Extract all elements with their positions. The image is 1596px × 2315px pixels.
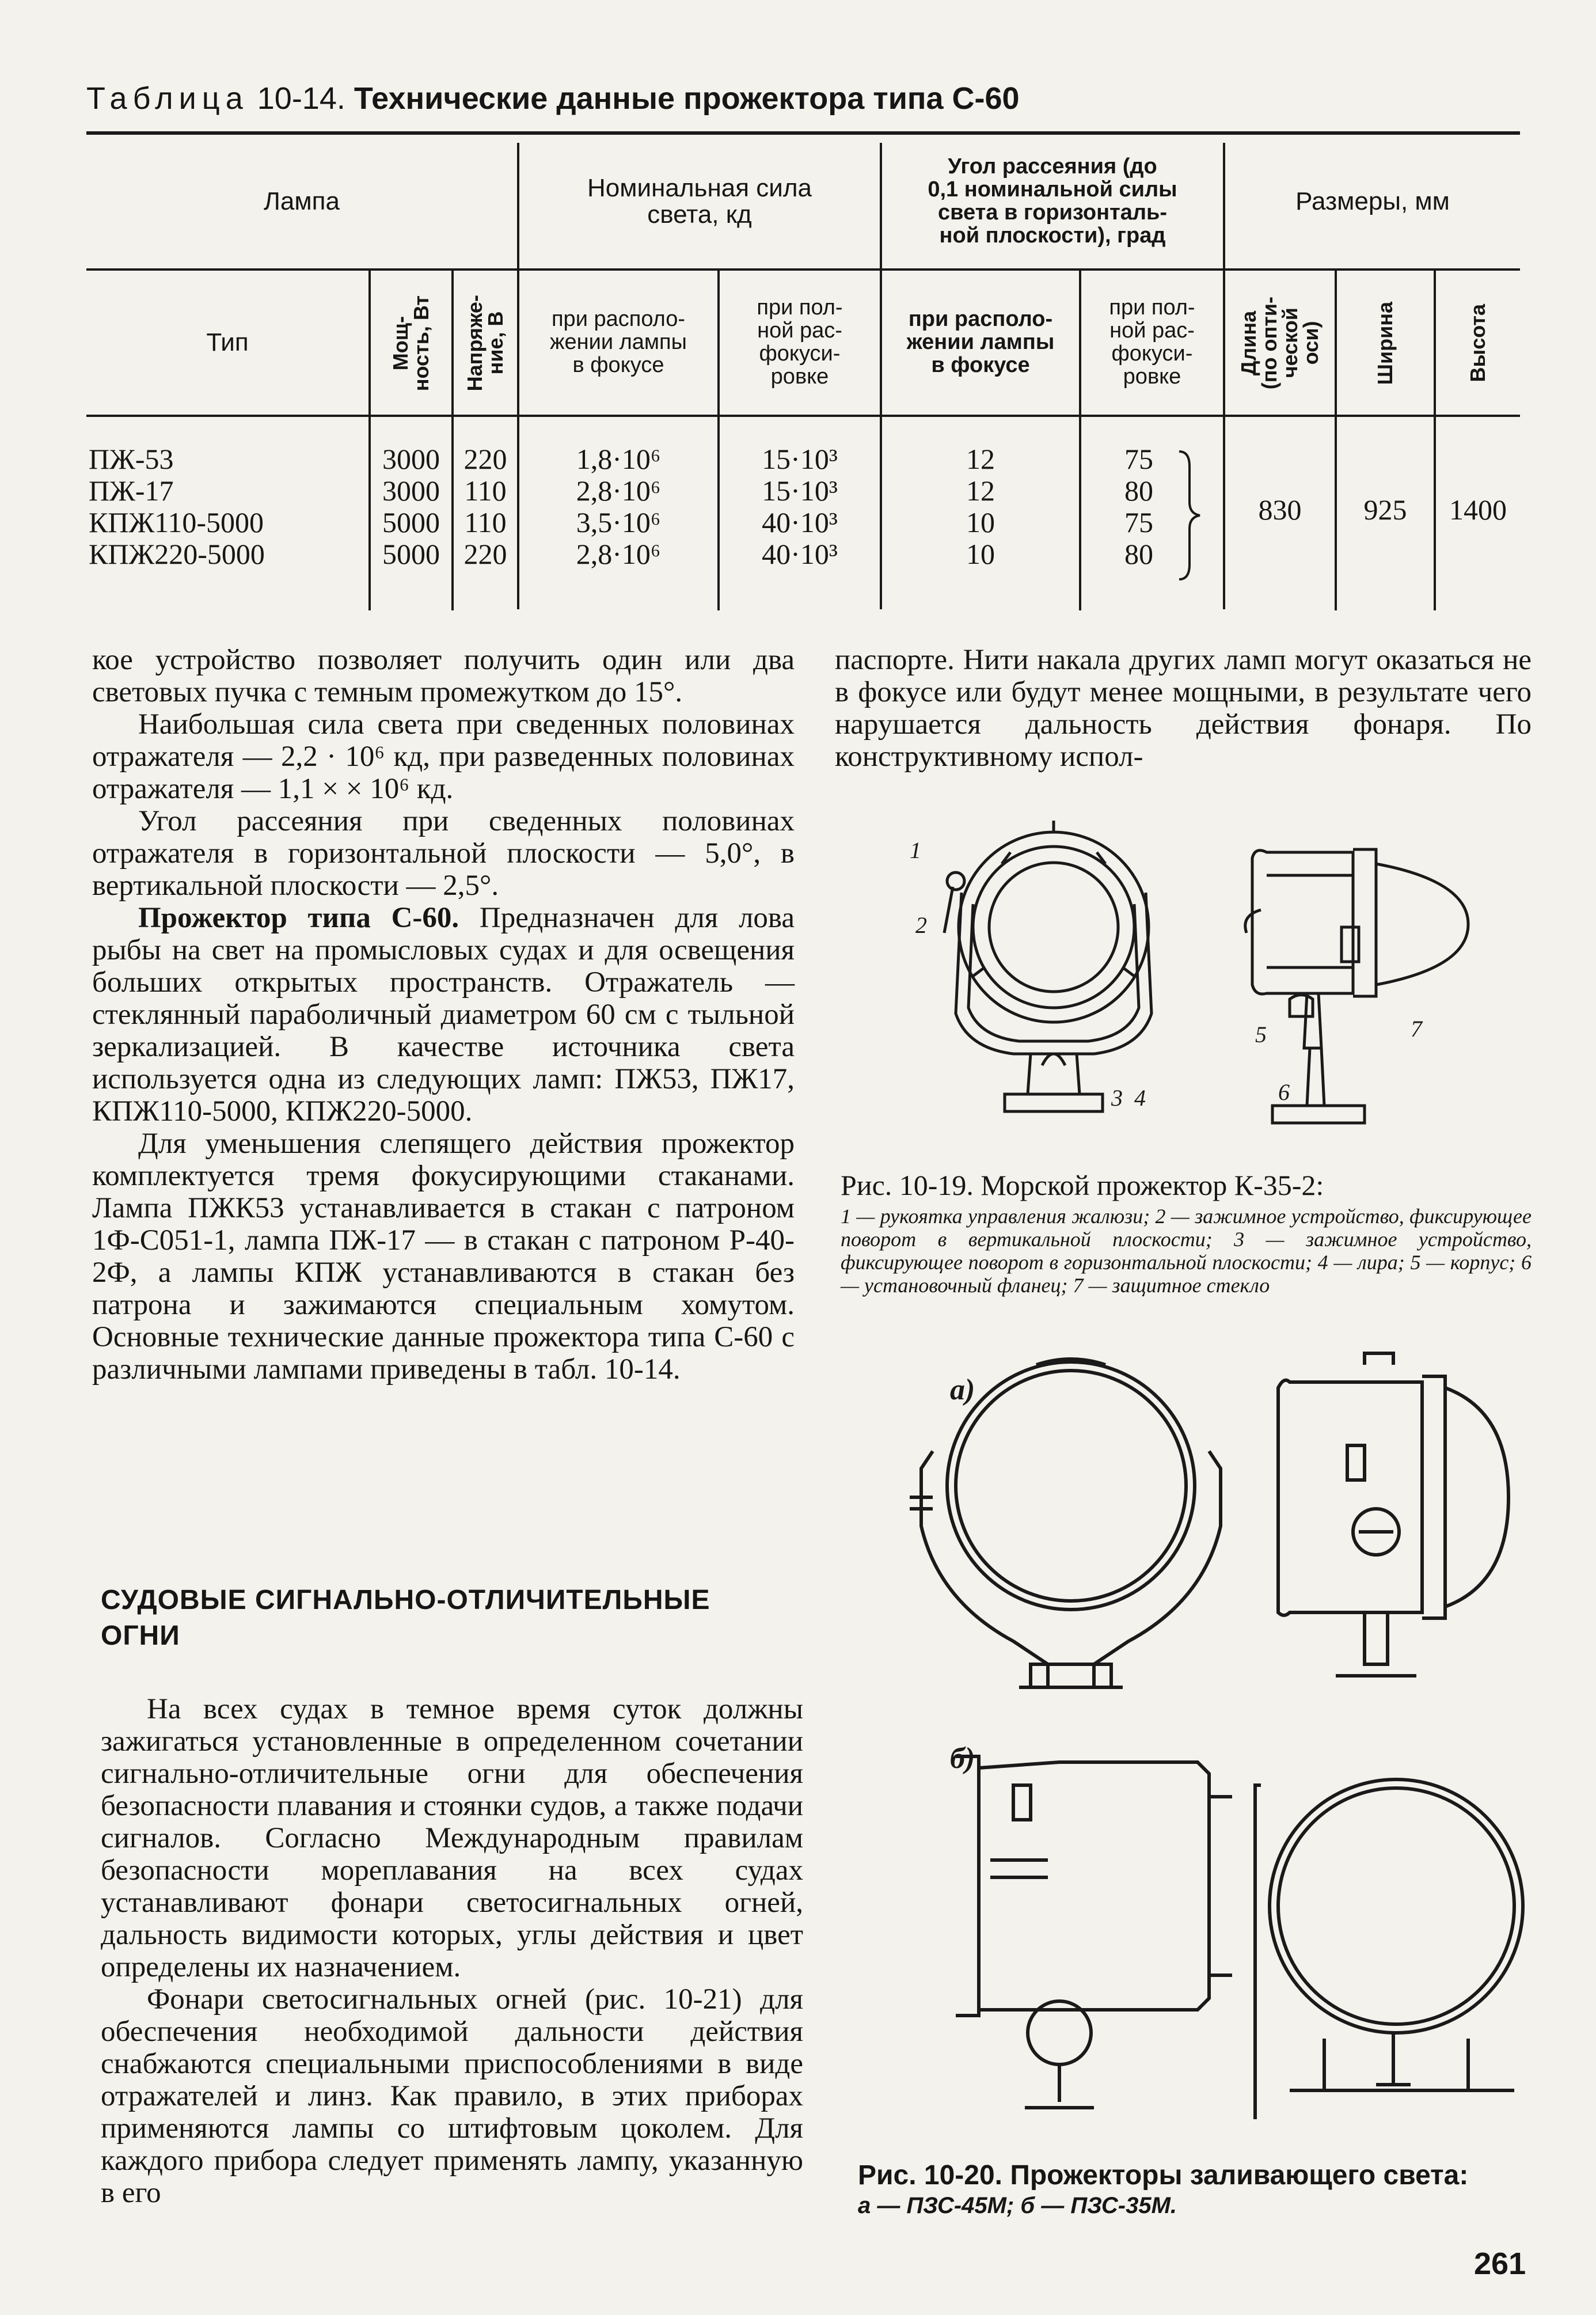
fig19-label-7: 7 xyxy=(1411,1016,1422,1042)
left-column xyxy=(92,644,795,1386)
header-lamp: Лампа xyxy=(264,187,340,215)
header-length xyxy=(1225,274,1335,412)
cell-in-focus: 2,8·10⁶ xyxy=(576,538,661,570)
cell-type: ПЖ-53 xyxy=(89,443,174,475)
table-caption-number: 10-14. xyxy=(257,81,345,116)
fig19-label-6: 6 xyxy=(1278,1079,1290,1105)
header-height xyxy=(1436,274,1520,412)
paragraph: паспорте. Нити накала других ламп могут оказаться не в фокусе или будут менее мощными, в результате чего нарушается дальность действия фонаря. По конструктивному испол- xyxy=(835,644,1532,773)
table-header-rule xyxy=(86,268,1520,271)
cell-full: 40·10³ xyxy=(762,506,838,538)
section-heading: СУДОВЫЕ СИГНАЛЬНО-ОТЛИЧИТЕЛЬНЫЕ ОГНИ xyxy=(101,1585,710,1651)
paragraph: Наибольшая сила света при сведенных половинах отражателя — 2,2 · 10⁶ кд, при разведенных половинах отражателя — 1,1 × × 10⁶ кд. xyxy=(92,708,795,805)
table-caption-title: Технические данные прожектора типа С-60 xyxy=(354,81,1020,116)
cell-angle-full: 80 xyxy=(1124,538,1153,570)
paragraph: Для уменьшения слепящего действия прожектор комплектуется тремя фокусирующими стаканами. Лампа ПЖК53 устанавливается в стакан с патроном 1Ф-С051-1, лампа ПЖ-17 — в стакан с патроном Р-40-2Ф, а лампы КПЖ устанавливаются в стакан без патрона и зажимаются специальным хомутом. Основные технические данные прожектора типа С-60 с различными лампами приведены в табл. 10-14. xyxy=(92,1128,795,1386)
cell-full: 15·10³ xyxy=(762,443,838,475)
cell-type: КПЖ110-5000 xyxy=(89,506,264,538)
fig20-label-b: б) xyxy=(950,1742,975,1775)
cell-angle-focus: 12 xyxy=(966,475,995,507)
cell-voltage: 110 xyxy=(464,506,507,538)
cell-height: 1400 xyxy=(1449,494,1507,526)
cell-power: 5000 xyxy=(382,538,440,570)
fig20-label-a: а) xyxy=(950,1373,975,1406)
fig20-caption xyxy=(858,2161,1532,2221)
cell-voltage: 110 xyxy=(464,475,507,507)
table-caption xyxy=(86,81,1020,116)
cell-angle-focus: 10 xyxy=(966,506,995,538)
fig19-label-5: 5 xyxy=(1255,1022,1267,1048)
paragraph xyxy=(92,902,795,1128)
header-angle-full: при пол- ной рас- фокуси- ровке xyxy=(1109,295,1195,389)
cell-length: 830 xyxy=(1258,494,1302,526)
cell-power: 5000 xyxy=(382,506,440,538)
header-width-text: Ширина xyxy=(1373,301,1397,385)
cell-full: 15·10³ xyxy=(762,475,838,507)
paragraph-bold-lead: Прожектор типа С-60. xyxy=(138,902,459,934)
cell-angle-full: 75 xyxy=(1124,506,1153,538)
table-caption-label: Таблица xyxy=(86,81,249,116)
cell-in-focus: 2,8·10⁶ xyxy=(576,475,661,507)
cell-full: 40·10³ xyxy=(762,538,838,570)
cell-power: 3000 xyxy=(382,443,440,475)
table-body xyxy=(86,443,1165,582)
header-power-text: Мощ- ность, Вт xyxy=(389,295,433,392)
brace-icon xyxy=(1175,449,1203,582)
cell-type: ПЖ-17 xyxy=(89,475,174,507)
header-voltage-text: Напряже- ние, В xyxy=(463,295,507,392)
cell-voltage: 220 xyxy=(463,538,507,570)
header-full-focus: при пол- ной рас- фокуси- ровке xyxy=(757,295,843,389)
header-voltage xyxy=(454,274,517,412)
paragraph: кое устройство позволяет получить один или два световых пучка с темным промежутком до 15°. xyxy=(92,644,795,708)
cell-in-focus: 1,8·10⁶ xyxy=(576,443,661,475)
table-top-rule xyxy=(86,131,1520,135)
paragraph: Угол рассеяния при сведенных половинах отражателя в горизонтальной плоскости — 5,0°, в вертикальной плоскости — 2,5°. xyxy=(92,805,795,902)
right-column xyxy=(835,644,1532,773)
cell-power: 3000 xyxy=(382,475,440,507)
fig19-legend: 1 — рукоятка управления жалюзи; 2 — зажимное устройство, фиксирующее поворот в вертикальной плоскости; 3 — зажимное устройство, фиксирующее поворот в горизонтальной плоскости; 4 — лира; 5 — корпус; 6 — установочный фланец; 7 — защитное стекло xyxy=(841,1205,1532,1297)
fig20-caption-sub: а — ПЗС-45М; б — ПЗС-35М. xyxy=(858,2193,1177,2218)
header-nominal: Номинальная сила света, кд xyxy=(587,173,812,229)
header-type: Тип xyxy=(206,328,249,356)
header-dims: Размеры, мм xyxy=(1295,187,1450,215)
cell-angle-focus: 12 xyxy=(966,443,995,475)
fig19-label-1: 1 xyxy=(910,837,921,863)
header-length-text: Длина (по опти- ческой оси) xyxy=(1237,297,1323,390)
cell-width: 925 xyxy=(1363,494,1407,526)
fig19-label-2: 2 xyxy=(915,912,927,938)
fig19-caption: Рис. 10-19. Морской прожектор К-35-2: xyxy=(841,1169,1324,1201)
paragraph-text: Предназначен для лова рыбы на свет на промысловых судах и для освещения больших открытых пространств. Отражатель — стеклянный параболичный диаметром 60 см с тыльной зеркализацией. В качестве источника света используется одна из следующих ламп: ПЖ53, ПЖ17, КПЖ110-5000, КПЖ220-5000. xyxy=(92,902,795,1128)
figure-10-20-drawing xyxy=(887,1342,1532,2165)
table-subheader-rule xyxy=(86,415,1520,417)
fig19-label-3: 3 xyxy=(1111,1085,1123,1111)
fig20-caption-title: Рис. 10-20. Прожекторы заливающего света: xyxy=(858,2160,1469,2191)
cell-angle-focus: 10 xyxy=(966,538,995,570)
header-angle-in-focus: при располо- жении лампы в фокусе xyxy=(906,307,1055,377)
figure-10-19-drawing xyxy=(898,795,1474,1152)
cell-angle-full: 75 xyxy=(1124,443,1153,475)
cell-voltage: 220 xyxy=(463,443,507,475)
cell-type: КПЖ220-5000 xyxy=(89,538,265,570)
header-power xyxy=(371,274,451,412)
fig19-label-4: 4 xyxy=(1134,1085,1146,1111)
paragraph: Фонари светосигнальных огней (рис. 10-21) для обеспечения необходимой дальности действия снабжаются специальными приспособлениями в виде отражателей и линз. Как правило, в этих приборах применяются лампы со штифтовым цоколем. Для каждого прибора следует применять лампу, указанную в его xyxy=(101,1983,803,2209)
cell-in-focus: 3,5·10⁶ xyxy=(576,506,661,538)
header-angle: Угол рассеяния (до 0,1 номинальной силы света в горизонталь- ной плоскости), град xyxy=(928,154,1177,248)
left-column-lower xyxy=(101,1693,803,2209)
header-in-focus: при располо- жении лампы в фокусе xyxy=(550,307,687,377)
paragraph: На всех судах в темное время суток должны зажигаться установленные в определенном сочетании сигнально-отличительные огни для обеспечения безопасности плавания и стоянки судов, а также подачи сигналов. Согласно Международным правилам безопасности мореплавания на всех судах устанавливают фонари светосигнальных огней, дальность видимости которых, углы действия и цвет определены их назначением. xyxy=(101,1693,803,1983)
page-number: 261 xyxy=(1474,2246,1526,2281)
header-width xyxy=(1337,274,1434,412)
cell-angle-full: 80 xyxy=(1124,475,1153,507)
header-height-text: Высота xyxy=(1466,304,1489,382)
